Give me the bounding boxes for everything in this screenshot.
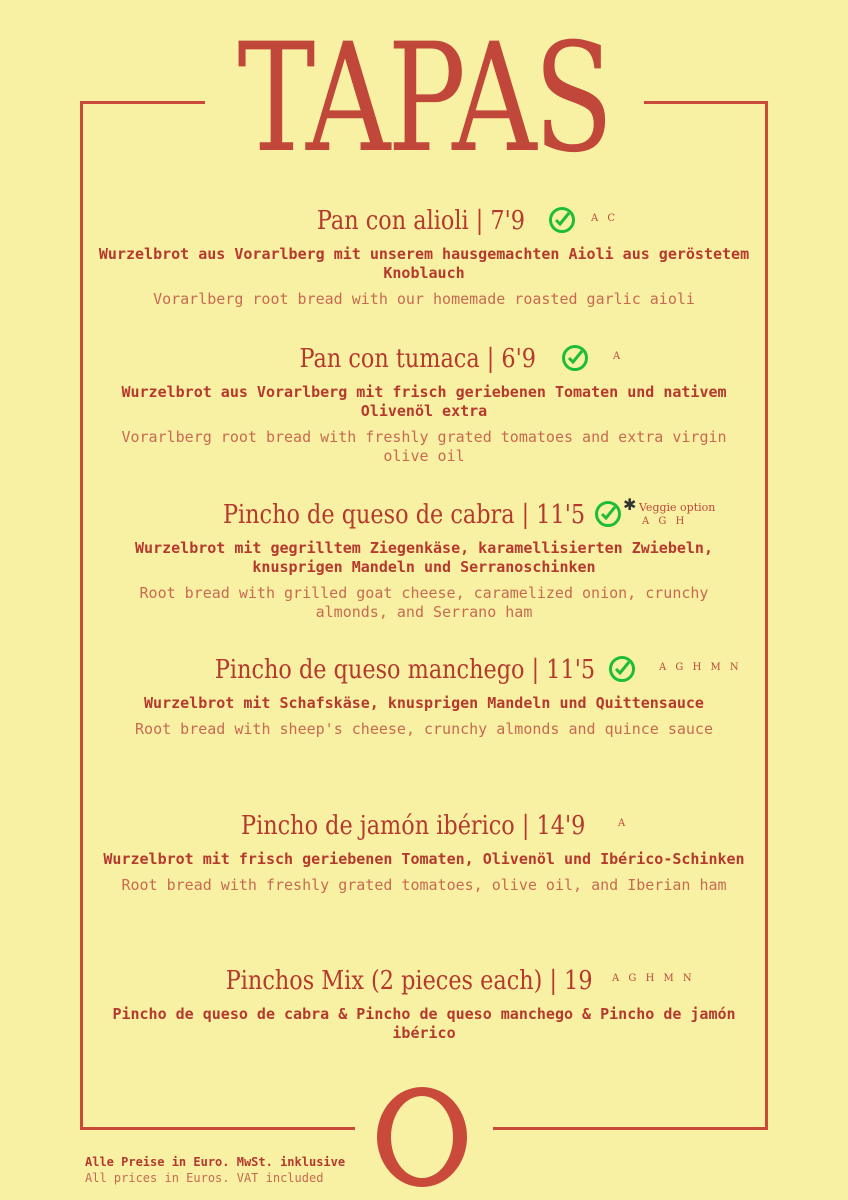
allergen-codes: A G H M N [659,662,742,673]
allergen-codes: A G H [642,516,688,527]
leaf-check-icon [549,207,575,233]
frame-bottom-left [80,1127,355,1130]
description-en: Vorarlberg root bread with freshly grated tomatoes and extra virgin olive oil [121,428,727,465]
allergen-codes: A C [591,213,619,224]
item-name: Pan con alioli | 7'9 [316,206,525,236]
allergen-codes: A [618,818,629,829]
veggie-option-label: Veggie option [639,501,716,514]
description-de: Wurzelbrot mit Schafskäse, knusprigen Mandeln und Quittensauce [144,694,704,712]
item-name: Pincho de queso manchego | 11'5 [214,655,595,685]
description-en: Root bread with freshly grated tomatoes, olive oil, and Iberian ham [121,876,727,894]
description-en: Root bread with grilled goat cheese, caramelized onion, crunchy almonds, and Serrano ham [139,584,709,621]
allergen-codes: A G H M N [612,973,695,984]
item-name: Pan con tumaca | 6'9 [299,344,536,374]
leaf-check-icon [595,501,621,527]
allergen-codes: A [613,351,624,362]
description-de: Wurzelbrot mit gegrilltem Ziegenkäse, karamellisierten Zwiebeln, knusprigen Mandeln und Serranoschinken [135,539,713,576]
page-title: TAPAS [237,12,611,186]
description-de: Wurzelbrot mit frisch geriebenen Tomaten, Olivenöl und Ibérico-Schinken [103,850,745,868]
asterisk-icon: ✱ [623,495,637,514]
item-name: Pincho de queso de cabra | 11'5 [222,500,585,530]
menu-item [80,965,768,1043]
footer-note-en: All prices in Euros. VAT included [85,1171,324,1185]
item-name: Pincho de jamón ibérico | 14'9 [240,811,585,841]
leaf-check-icon [562,345,588,371]
leaf-check-icon [609,656,635,682]
item-name: Pinchos Mix (2 pieces each) | 19 [226,966,593,996]
description-de: Wurzelbrot aus Vorarlberg mit unserem hausgemachten Aioli aus geröstetem Knoblauch [98,245,750,282]
menu-item [80,495,768,622]
menu-item [80,810,768,895]
description-de: Wurzelbrot aus Vorarlberg mit frisch geriebenen Tomaten und nativem Olivenöl extra [121,383,727,420]
description-de: Pincho de queso de cabra & Pincho de queso manchego & Pincho de jamón ibérico [112,1005,736,1042]
menu-item [80,654,768,739]
menu-item [80,343,768,466]
description-en: Vorarlberg root bread with our homemade roasted garlic aioli [153,290,695,308]
footer [85,1154,345,1186]
description-en: Root bread with sheep's cheese, crunchy almonds and quince sauce [135,720,713,738]
footer-note-de: Alle Preise in Euro. MwSt. inklusive [85,1155,346,1169]
frame-bottom-right [493,1127,768,1130]
logo-o [377,1087,467,1187]
menu-item [80,205,768,309]
